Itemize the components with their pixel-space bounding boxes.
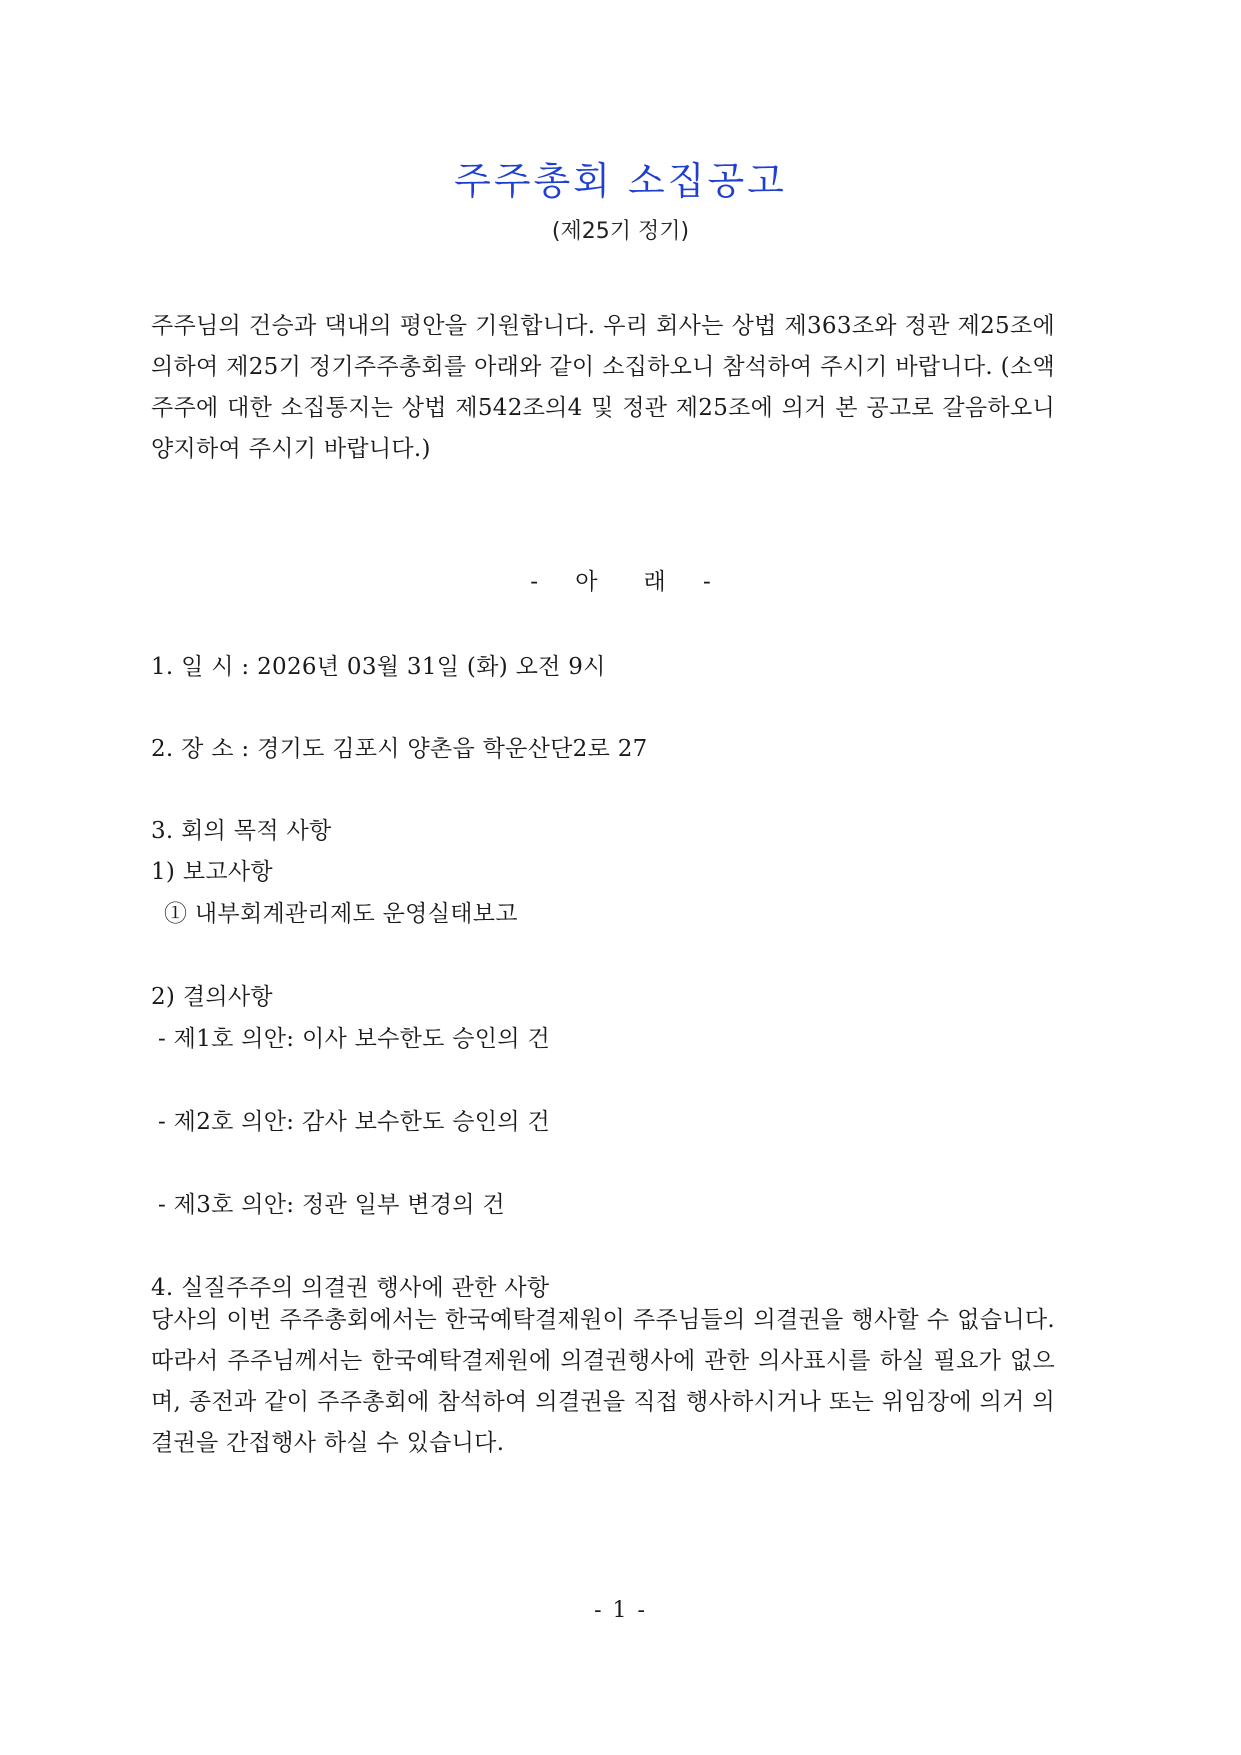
intro-paragraph: 주주님의 건승과 댁내의 평안을 기원합니다. 우리 회사는 상법 제363조와 정관 제25조에 의하여 제25기 정기주주총회를 아래와 같이 소집하오니 참석하여 주시기 바랍니다. (소액주주에 대한 소집통지는 상법 제542조의4 및 정관 제25조에 의거 본 공고로 갈음하오니 양지하여 주시기 바랍니다.) [151,313,1055,462]
resolution-heading: 2) 결의사항 [151,984,273,1010]
voting-paragraph: 당사의 이번 주주총회에서는 한국예탁결제원이 주주님들의 의결권을 행사할 수 없습니다. 따라서 주주님께서는 한국예탁결제원에 의결권행사에 관한 의사표시를 하실 필요가 없으며, 종전과 같이 주주총회에 참석하여 의결권을 직접 행사하시거나 또는 위임장에 의거 의결권을 간접행사 하실 수 있습니다. [151,1307,1055,1456]
notice-heading: - 아 래 - [530,569,711,595]
report-heading: 1) 보고사항 [151,859,273,885]
agenda-item-3: - 제3호 의안: 정관 일부 변경의 건 [158,1192,505,1218]
meeting-datetime: 1. 일 시 : 2026년 03월 31일 (화) 오전 9시 [151,654,606,680]
voting-heading: 4. 실질주주의 의결권 행사에 관한 사항 [151,1275,550,1301]
report-item-1: ① 내부회계관리제도 운영실태보고 [164,901,518,927]
meeting-purpose-heading: 3. 회의 목적 사항 [151,818,332,844]
page-number: - 1 - [594,1598,647,1623]
page-subtitle: (제25기 정기) [551,219,690,244]
meeting-place: 2. 장 소 : 경기도 김포시 양촌읍 학운산단2로 27 [151,736,648,762]
page-title: 주주총회 소집공고 [454,159,787,203]
agenda-item-2: - 제2호 의안: 감사 보수한도 승인의 건 [158,1109,550,1135]
agenda-item-1: - 제1호 의안: 이사 보수한도 승인의 건 [158,1026,550,1052]
